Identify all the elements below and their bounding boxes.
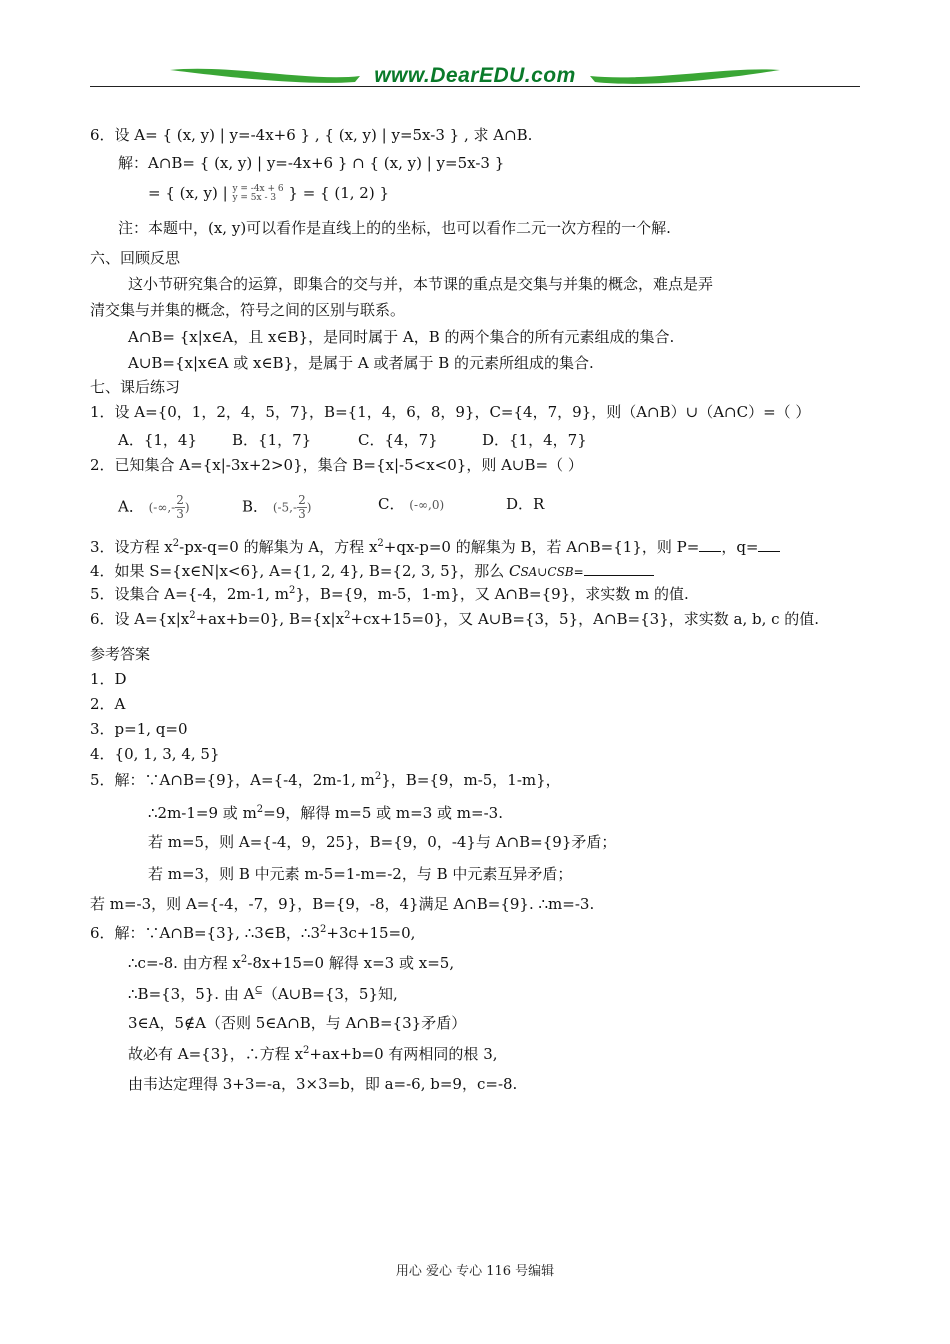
answer-2: 2．A bbox=[90, 695, 126, 713]
answer-4: 4．{0, 1, 3, 4, 5} bbox=[90, 745, 220, 763]
page-footer: 用心 爱心 专心 116 号编辑 bbox=[395, 1264, 555, 1279]
intersection-definition: A∩B= {x|x∈A，且 x∈B}，是同时属于 A，B 的两个集合的所有元素组成的集合. bbox=[128, 328, 675, 346]
example-question: 6．设 A= { (x, y) | y=-4x+6 } , { (x, y) | y=5x-3 } , 求 A∩B. bbox=[90, 126, 533, 144]
practice-q6: 6．设 $A=\{x|x^2+ax+b=0\}$, $B=\{x|x^2+cx+15=0\}$，又 A∪B={3，5}，A∩B={3}，求实数 a, b, c 的值. bbox=[90, 610, 820, 628]
practice-q5: 5．设集合 A={-4，2m-1, $m^2$}，B={9，m-5，1-m}，又 A∩B={9}，求实数 m 的值. bbox=[90, 585, 689, 603]
section-heading-review: 六、回顾反思 bbox=[90, 249, 181, 267]
answer-6-line-4: 3∈A，5∉A（否则 5∈A∩B，与 A∩B={3}矛盾） bbox=[128, 1014, 467, 1032]
example-equation: = { (x, y) | y = -4x + 6 y = 5x - 3 } = { (1, 2) } bbox=[148, 184, 390, 203]
q2-option-b: B． (-5,- $\frac{2}{3}$ ) bbox=[242, 493, 312, 521]
answer-5-line-5: 若 m=-3，则 A={-4，-7，9}，B={9，-8，4}满足 A∩B={9}. ∴m=-3. bbox=[90, 895, 595, 913]
example-solution: 解：A∩B= { (x, y) | y=-4x+6 } ∩ { (x, y) | y=5x-3 } bbox=[118, 154, 505, 172]
answer-3: 3．p=1, q=0 bbox=[90, 720, 188, 738]
answer-6-line-3: ∴B={3，5}. 由 A⊆（A∪B={3，5}知, bbox=[128, 985, 398, 1003]
section-heading-answers: 参考答案 bbox=[90, 645, 151, 663]
fraction: $\frac{2}{3}$ bbox=[298, 493, 306, 521]
example-note: 注：本题中，(x, y)可以看作是直线上的的坐标，也可以看作二元一次方程的一个解. bbox=[118, 219, 671, 237]
answer-6-line-2: ∴c=-8. 由方程 $x^2-8x+15=0$ 解得 x=3 或 x=5, bbox=[128, 954, 455, 972]
answer-6-line-1: 6．解：∵A∩B={3}, ∴3∈B，$\therefore 3^2+3c+15=0$, bbox=[90, 924, 416, 942]
answer-5-line-4: 若 m=3，则 B 中元素 m-5=1-m=-2，与 B 中元素互异矛盾； bbox=[148, 865, 573, 883]
practice-q4: 4．如果 S={x∈N|x<6}, A={1, 2, 4}, B={2, 3, 5}，那么 CSA∪CSB= bbox=[90, 561, 654, 582]
header-divider bbox=[90, 86, 860, 87]
answer-6-line-5: 故必有 A={3}，∴方程 $x^2+ax+b=0$ 有两相同的根 3, bbox=[128, 1045, 498, 1063]
q1-option-d: D．{1，4，7} bbox=[482, 431, 587, 449]
union-definition: A∪B={x|x∈A 或 x∈B}，是属于 A 或者属于 B 的元素所组成的集合. bbox=[128, 354, 594, 372]
answer-1: 1．D bbox=[90, 670, 127, 688]
answer-5-line-3: 若 m=5，则 A={-4，9，25}，B={9，0，-4}与 A∩B={9}矛盾； bbox=[148, 833, 617, 851]
section-heading-practice: 七、课后练习 bbox=[90, 378, 181, 396]
review-paragraph: 这小节研究集合的运算，即集合的交与并，本节课的重点是交集与并集的概念，难点是弄 bbox=[128, 275, 714, 293]
review-paragraph-cont: 清交集与并集的概念，符号之间的区别与联系。 bbox=[90, 301, 406, 319]
answer-blank bbox=[758, 537, 780, 552]
answer-5-line-1: 5．解：∵A∩B={9}，A={-4，2m-1, $m^2$}，B={9，m-5，1-m}， bbox=[90, 771, 561, 789]
q1-option-b: B．{1，7} bbox=[232, 431, 312, 449]
practice-q3: 3．设方程 $x^2-px-q=0$ 的解集为 A，方程 $x^2+qx-p=0$ 的解集为 B，若 A∩B={1}，则 P= ，q= bbox=[90, 537, 780, 557]
answer-blank bbox=[699, 537, 721, 552]
practice-q1: 1．设 A={0，1，2，4，5，7}，B={1，4，6，8，9}，C={4，7，9}，则（A∩B）∪（A∩C）=（ ） bbox=[90, 403, 811, 421]
answer-6-line-6: 由韦达定理得 3+3=-a，3×3=b，即 a=-6, b=9，c=-8. bbox=[128, 1075, 518, 1093]
q2-option-c: C． (-∞,0) bbox=[378, 495, 445, 513]
q2-option-d: D．R bbox=[506, 495, 545, 513]
answer-blank bbox=[584, 561, 654, 576]
practice-q2: 2．已知集合 A={x|-3x+2>0}，集合 B={x|-5<x<0}，则 A∪B=（ ） bbox=[90, 456, 583, 474]
equation-system: y = -4x + 6 y = 5x - 3 bbox=[232, 184, 284, 203]
q2-option-a: A． (-∞,- $\frac{2}{3}$ ) bbox=[118, 493, 190, 521]
q1-option-c: C．{4，7} bbox=[358, 431, 438, 449]
q1-option-a: A．{1，4} bbox=[118, 431, 198, 449]
site-logo-text: www.DearEDU.com bbox=[374, 64, 576, 87]
answer-5-line-2: ∴2m-1=9 或 $m^2=9$，解得 m=5 或 m=3 或 m=-3. bbox=[148, 804, 503, 822]
fraction: $\frac{2}{3}$ bbox=[176, 493, 184, 521]
